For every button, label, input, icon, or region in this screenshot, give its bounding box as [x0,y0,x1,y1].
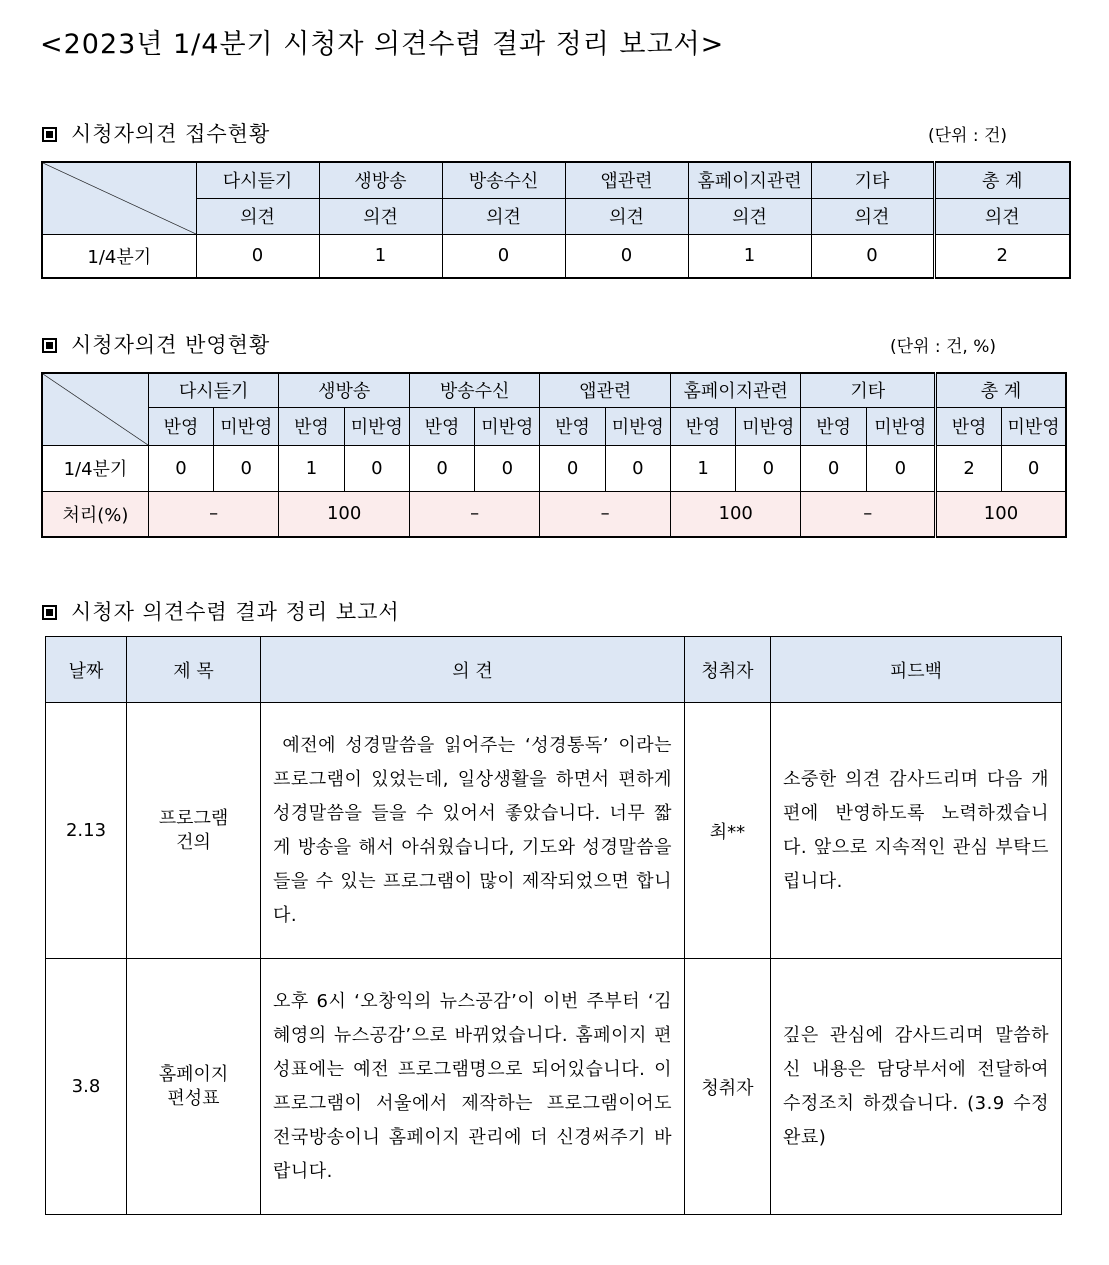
value-cell: 0 [605,445,670,491]
unreflected-subheader: 미반영 [344,407,409,445]
category-header: 앱관련 [540,373,671,407]
rate-cell: 100 [670,491,801,537]
value-cell: 0 [736,445,801,491]
reflection-status-table [41,372,1067,538]
total-header: 총 계 [935,373,1066,407]
value-cell: 0 [811,234,934,278]
rate-cell: – [801,491,936,537]
section3-heading [42,596,400,626]
feedback-cell: 깊은 관심에 감사드리며 말씀하신 내용은 담당부서에 전달하여 수정조치 하겠습니다. (3.9 수정완료) [771,959,1062,1215]
unreflected-subheader: 미반영 [605,407,670,445]
subject-line: 프로그램 [158,807,229,829]
category-header: 생방송 [319,162,442,198]
document-title: <2023년 1/4분기 시청자 의견수렴 결과 정리 보고서> [40,29,725,60]
section2-heading-text: 시청자의견 반영현황 [71,333,271,357]
total-value-cell: 0 [1002,445,1066,491]
row-label: 1/4분기 [42,234,196,278]
opinion-subheader: 의견 [688,198,811,234]
value-cell: 0 [409,445,474,491]
reflected-subheader: 반영 [670,407,735,445]
date-header: 날짜 [46,637,127,703]
value-cell: 0 [801,445,866,491]
reflected-subheader: 반영 [148,407,213,445]
value-cell: 1 [319,234,442,278]
total-rate-cell: 100 [935,491,1066,537]
value-cell: 0 [196,234,319,278]
value-cell: 0 [866,445,935,491]
value-cell: 0 [148,445,213,491]
opinion-subheader: 의견 [811,198,934,234]
value-cell: 1 [279,445,344,491]
section3-heading-text: 시청자 의견수렴 결과 정리 보고서 [71,600,400,624]
value-cell: 0 [442,234,565,278]
subject-cell [127,703,261,959]
table-row [46,703,1062,959]
reception-status-table [41,161,1071,279]
table-row [46,959,1062,1215]
feedback-header: 피드백 [771,637,1062,703]
listener-cell: 최** [685,703,771,959]
value-cell: 0 [214,445,279,491]
value-cell: 1 [670,445,735,491]
rate-cell: 100 [279,491,410,537]
unreflected-subheader: 미반영 [1002,407,1066,445]
reflected-subheader: 반영 [935,407,1001,445]
total-value-cell: 2 [935,445,1001,491]
opinion-cell: 예전에 성경말씀을 읽어주는 ‘성경통독’ 이라는 프로그램이 있었는데, 일상생활을 하면서 편하게 성경말씀을 들을 수 있어서 좋았습니다. 너무 짧게 방송을 해서 아쉬웠습니다, 기도와 성경말씀을 들을 수 있는 프로그램이 많이 제작되었으면 합니다. [261,703,685,959]
diagonal-header-cell [42,162,196,234]
reflected-subheader: 반영 [540,407,605,445]
unreflected-subheader: 미반영 [866,407,935,445]
subject-header: 제 목 [127,637,261,703]
reflected-subheader: 반영 [801,407,866,445]
section1-heading [42,118,270,148]
row-label: 1/4분기 [42,445,148,491]
opinion-header: 의 견 [261,637,685,703]
square-bullet-icon [42,338,57,353]
diagonal-header-cell [42,373,148,445]
category-header: 방송수신 [409,373,540,407]
listener-header: 청취자 [685,637,771,703]
unreflected-subheader: 미반영 [475,407,540,445]
unreflected-subheader: 미반영 [736,407,801,445]
section2-unit: (단위 : 건, %) [890,337,997,357]
reflected-subheader: 반영 [409,407,474,445]
listener-cell: 청취자 [685,959,771,1215]
value-cell: 1 [688,234,811,278]
square-bullet-icon [42,127,57,142]
category-header: 방송수신 [442,162,565,198]
category-header: 다시듣기 [196,162,319,198]
value-cell: 0 [540,445,605,491]
rate-cell: – [540,491,671,537]
category-header: 기타 [811,162,934,198]
subject-line: 편성표 [167,1087,220,1109]
date-cell: 3.8 [46,959,127,1215]
total-header: 총 계 [934,162,1070,198]
opinion-subheader: 의견 [565,198,688,234]
section1-unit: (단위 : 건) [928,126,1008,146]
category-header: 앱관련 [565,162,688,198]
category-header: 다시듣기 [148,373,279,407]
value-cell: 0 [565,234,688,278]
value-cell: 0 [475,445,540,491]
subject-cell [127,959,261,1215]
rate-cell: – [148,491,279,537]
opinion-subheader: 의견 [196,198,319,234]
subject-line: 홈페이지 [158,1063,229,1085]
category-header: 홈페이지관련 [688,162,811,198]
section2-heading [42,329,270,359]
category-header: 기타 [801,373,936,407]
value-cell: 0 [344,445,409,491]
square-bullet-icon [42,605,57,620]
opinion-report-table [45,636,1062,1215]
subject-line: 건의 [176,831,211,853]
date-cell: 2.13 [46,703,127,959]
opinion-cell: 오후 6시 ‘오창익의 뉴스공감’이 이번 주부터 ‘김혜영의 뉴스공감’으로 바뀌었습니다. 홈페이지 편성표에는 예전 프로그램명으로 되어있습니다. 이 프로그램이 서울에서 제작하는 프로그램이어도 전국방송이니 홈페이지 관리에 더 신경써주기 바랍니다. [261,959,685,1215]
category-header: 생방송 [279,373,410,407]
unreflected-subheader: 미반영 [214,407,279,445]
rate-cell: – [409,491,540,537]
rate-label: 처리(%) [42,491,148,537]
category-header: 홈페이지관련 [670,373,801,407]
total-value-cell: 2 [934,234,1070,278]
opinion-subheader: 의견 [934,198,1070,234]
opinion-subheader: 의견 [442,198,565,234]
opinion-subheader: 의견 [319,198,442,234]
feedback-cell: 소중한 의견 감사드리며 다음 개편에 반영하도록 노력하겠습니다. 앞으로 지속적인 관심 부탁드립니다. [771,703,1062,959]
reflected-subheader: 반영 [279,407,344,445]
section1-heading-text: 시청자의견 접수현황 [71,122,271,146]
